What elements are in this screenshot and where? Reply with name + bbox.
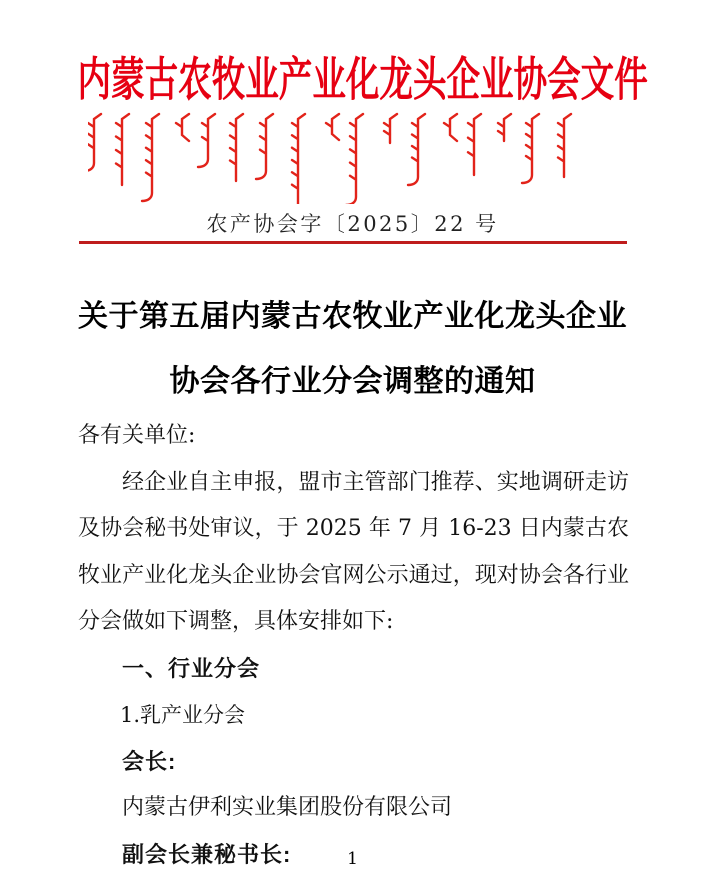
subsection-item: 1.乳产业分会 [120, 703, 246, 727]
role-label-vice-chairman: 副会长兼秘书长: [122, 841, 292, 867]
document-title-line2: 协会各行业分会调整的通知 [169, 364, 536, 399]
mongolian-script-band [88, 112, 588, 204]
role-label-chairman: 会长: [122, 748, 177, 774]
doc-number: 农产协会字〔2025〕22 号 [206, 212, 499, 236]
letterhead-title: 内蒙古农牧业产业化龙头企业协会文件 [77, 53, 648, 108]
body-paragraph: 经企业自主申报，盟市主管部门推荐、实地调研走访及协会秘书处审议，于 2025 年 7 月 16-23 日内蒙古农牧业产业化龙头企业协会官网公示通过，现对协会各行业分会做如下调整，具体安排如下: [78, 469, 629, 634]
page-number: 1 [347, 849, 358, 869]
letterhead-rule [79, 241, 627, 244]
document-body [78, 413, 629, 878]
chairman-company: 内蒙古伊利实业集团股份有限公司 [122, 795, 453, 820]
salutation: 各有关单位: [78, 423, 196, 448]
document-title-line1: 关于第五届内蒙古农牧业产业化龙头企业 [78, 299, 627, 334]
section-heading: 一、行业分会 [122, 655, 261, 681]
document-title [0, 284, 705, 414]
